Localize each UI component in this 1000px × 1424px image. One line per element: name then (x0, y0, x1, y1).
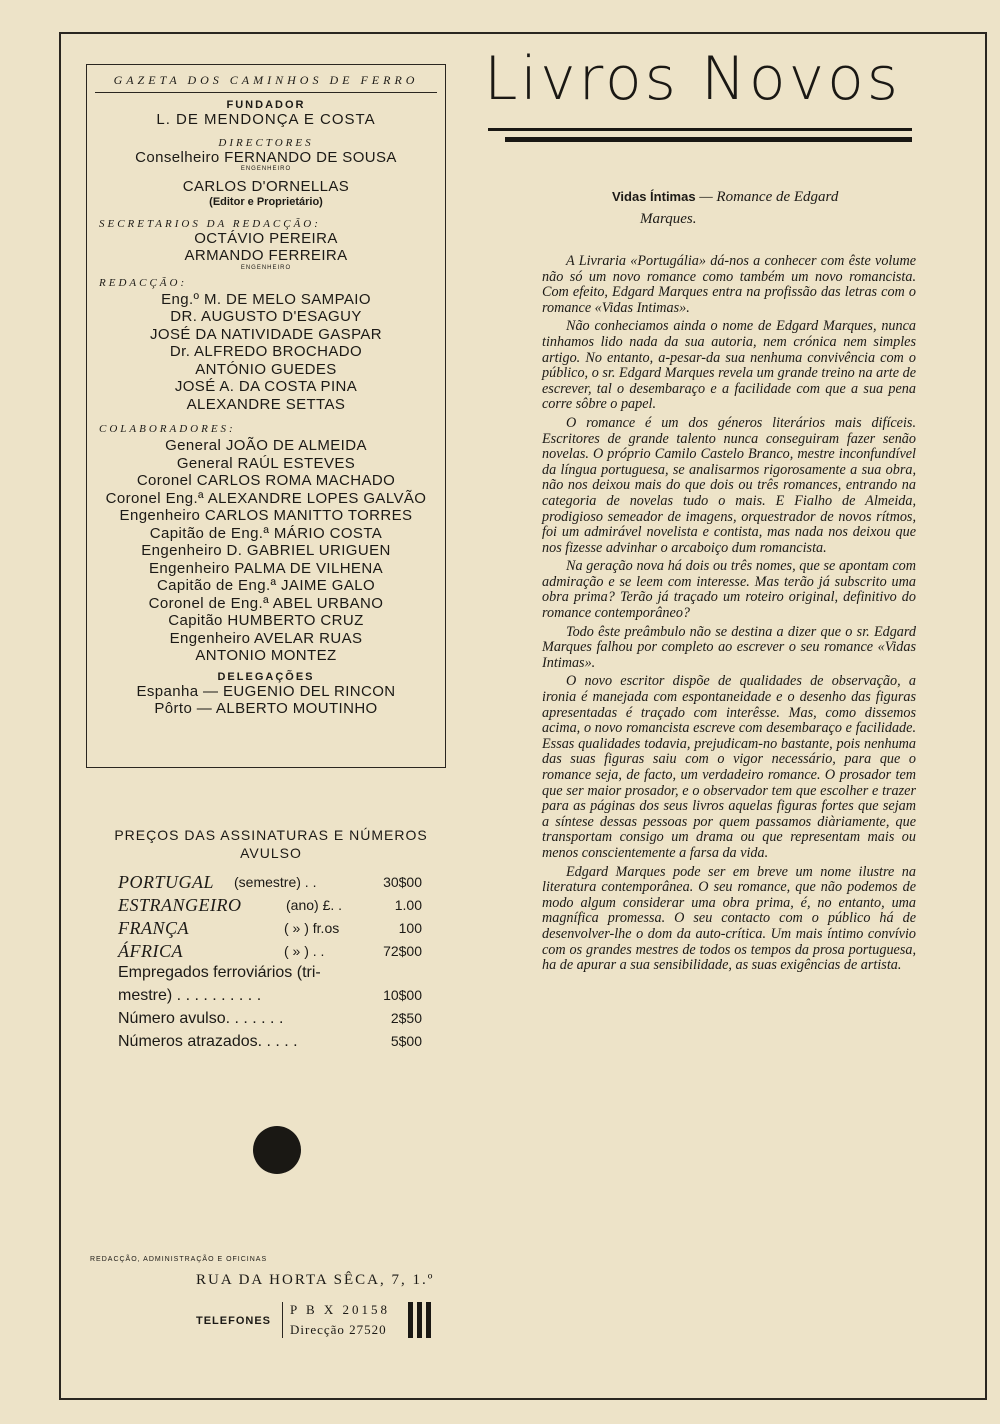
colaborador: Engenheiro PALMA DE VILHENA (149, 559, 383, 577)
colaborador: Engenheiro CARLOS MANITTO TORRES (119, 507, 413, 524)
colaborador: Engenheiro D. GABRIEL URIGUEN (141, 542, 391, 559)
book-byline (612, 186, 922, 230)
price-label: PORTUGAL (118, 872, 215, 892)
secretary-2: ARMANDO FERREIRA (184, 247, 348, 264)
delegacoes-label: DELEGAÇÕES (217, 670, 315, 683)
founder-name: L. DE MENDONÇA E COSTA (156, 111, 376, 128)
price-detail: (semestre) . . (234, 874, 317, 890)
price-row (96, 895, 446, 918)
book-title: Vidas Íntimas (612, 189, 696, 204)
price-label: Número avulso. . . . . . . (118, 1010, 284, 1027)
price-value: 2$50 (390, 1010, 422, 1026)
price-value: 1.00 (394, 897, 422, 913)
colaborador: Coronel Eng.ª ALEXANDRE LOPES GALVÃO (105, 489, 427, 507)
price-label: ESTRANGEIRO (118, 895, 242, 915)
price-row (96, 918, 446, 941)
price-value: 5$00 (390, 1033, 422, 1049)
masthead-box (86, 64, 446, 768)
price-row (96, 872, 446, 895)
price-label: FRANÇA (118, 918, 189, 938)
price-value: 100 (398, 920, 422, 936)
footer-address: RUA DA HORTA SÊCA, 7, 1.º (196, 1272, 435, 1288)
price-row (96, 987, 446, 1010)
ornament-bars (408, 1302, 435, 1343)
director-1: Conselheiro FERNANDO DE SOUSA (135, 148, 397, 166)
director-1-sub: ENGENHEIRO (240, 166, 292, 172)
colaborador: General RAÚL ESTEVES (176, 454, 356, 472)
article-paragraph: Todo êste preâmbulo não se destina a dizer que o sr. Edgard Marques falhou por completo ao escrever o seu romance «Vidas Intimas». (542, 623, 916, 671)
article-paragraph: Edgard Marques pode ser em breve um nome ilustre na literatura contemporânea. O seu romance, que não podemos de modo algum considerar uma obra prima, é, no entanto, uma magnífica promessa. O seu contacto com o público há de desenvolver-lhe o dom da auto-crítica. Um mais íntimo convívio com os grandes mestres de todos os tempos da prosa portuguesa, ha de apurar a sua sensibilidade, as suas exigências de artista. (542, 863, 916, 974)
colaborador: Capitão HUMBERTO CRUZ (168, 612, 364, 629)
redaccao-member: ALEXANDRE SETTAS (186, 395, 346, 413)
colaborador: Capitão de Eng.ª MÁRIO COSTA (149, 524, 383, 542)
price-label: ÁFRICA (118, 941, 183, 961)
article-paragraph: Não conheciamos ainda o nome de Edgard Marques, nunca tinhamos lido nada da sua autoria, nem crónica nem simples artigo. No entanto, a-pesar-da sua nenhuma convivência com o público, o sr. Edgard Marques revela um grande treino na arte de escrever, tal o desembaraço e a facilidade com que a sua pena corre sôbre o papel. (542, 318, 916, 413)
colaboradores-list (87, 437, 445, 665)
colaborador: Capitão de Eng.ª JAIME GALO (156, 577, 376, 594)
redaccao-member: ANTÓNIO GUEDES (195, 360, 337, 378)
telephone-2: Direcção 27520 (290, 1322, 387, 1337)
telephone-bracket (282, 1302, 287, 1338)
publication-title: GAZETA DOS CAMINHOS DE FERRO (95, 73, 437, 93)
article-body (542, 254, 916, 977)
price-value: 72$00 (383, 943, 422, 959)
price-label: Empregados ferroviários (tri- (118, 964, 321, 981)
redaccao-list (87, 291, 445, 414)
redaccao-member: Dr. ALFREDO BROCHADO (169, 343, 363, 360)
secretaries-label: SECRETARIOS DA REDACÇÃO: (99, 217, 321, 230)
book-subtitle: — Romance de Edgard (699, 189, 839, 205)
footer-office-label: REDACÇÃO, ADMINISTRAÇÃO E OFICINAS (90, 1256, 268, 1263)
book-subtitle-2: Marques. (640, 211, 697, 227)
colaboradores-label: COLABORADORES: (99, 423, 236, 435)
colaborador: General JOÃO DE ALMEIDA (165, 437, 367, 454)
redaccao-member: Eng.º M. DE MELO SAMPAIO (161, 290, 371, 308)
redaccao-member: JOSÉ A. DA COSTA PINA (174, 378, 358, 395)
section-title: Livros Novos (484, 44, 902, 114)
price-detail: ( » ) fr.os (284, 920, 340, 936)
secretary-2-sub: ENGENHEIRO (240, 264, 292, 271)
price-label: Números atrazados. . . . . (118, 1033, 298, 1050)
price-row (96, 1033, 446, 1056)
redaccao-member: JOSÉ DA NATIVIDADE GASPAR (150, 325, 382, 343)
price-row (96, 941, 446, 964)
delegacao-2: Pôrto — ALBERTO MOUTINHO (154, 700, 378, 717)
prices-section (96, 826, 446, 1056)
delegacao-1: Espanha — EUGENIO DEL RINCON (136, 682, 396, 700)
price-row (96, 1010, 446, 1033)
prices-title: PREÇOS DAS ASSINATURAS E NÚMEROS AVULSO (114, 827, 428, 861)
directors-label: DIRECTORES (218, 136, 314, 149)
article-paragraph: Na geração nova há dois ou três nomes, que se apontam com admiração e se leem com interesse. Mas terão já subscrito uma obra prima? Terão já traçado um roteiro original, definitivo do romance contemporâneo? (542, 558, 916, 622)
redaccao-label: REDACÇÃO: (99, 276, 188, 289)
founder-label: FUNDADOR (226, 99, 306, 111)
colaborador: Coronel de Eng.ª ABEL URBANO (148, 594, 384, 612)
title-rule-thin (488, 128, 912, 131)
colaborador: ANTONIO MONTEZ (195, 647, 337, 664)
price-label: mestre) . . . . . . . . . . (118, 987, 262, 1004)
price-value: 10$00 (383, 987, 422, 1003)
article-paragraph: O romance é um dos géneros literários mais difíceis. Escritores de grande talento nunca conseguiram fazer senão novelas. O próprio Camilo Castelo Branco, mestre inconfundível da língua portuguesa, se analisarmos rigorosamente a sua obra, não nos deixou mais do que dois ou três romances, entrando na categoria de novelas tudo o mais. E Fialho de Almeida, prodigioso semeador de imagens, orquestrador de novos rítmos, foi um admirável novelista e contista, mas nada nos deixou que nos fizesse advinhar o arcaboiço dum romancista. (542, 414, 916, 556)
secretary-1: OCTÁVIO PEREIRA (194, 229, 338, 247)
director-2: CARLOS D'ORNELLAS (182, 178, 350, 195)
director-2-sub: (Editor e Proprietário) (209, 195, 323, 208)
title-rule-thick (505, 137, 912, 142)
colaborador: Engenheiro AVELAR RUAS (169, 629, 363, 647)
price-row (96, 964, 446, 987)
redaccao-member: DR. AUGUSTO D'ESAGUY (170, 308, 362, 325)
colaborador: Coronel CARLOS ROMA MACHADO (136, 472, 396, 489)
article-paragraph: O novo escritor dispõe de qualidades de observação, a ironia é manejada com espontaneidade e o desenho das figuras apresentadas é traçado com interêsse. Mas, como dissemos acima, o novo romancista escreve com desembaraço e facilidade. Essas qualidades todavia, prejudicam-no bastante, pois nenhuma das suas figuras saiu com o vigor necessário, para que o romance seja, de facto, um verdadeiro romance. O prosador tem que ser maior prosador, e o observador tem que escolher e trazer para as páginas dos seus livros aquelas figuras fortes que sejam a síntese dessas pessoas por quem passamos diàriamente, que transportam consigo um drama ou que representam mais ou menos conscientemente a farsa da vida. (542, 673, 916, 861)
ornament-dot (253, 1126, 301, 1174)
price-detail: ( » ) . . (284, 943, 325, 959)
telephone-1: P B X 20158 (290, 1302, 391, 1317)
telephones-label: TELEFONES (196, 1315, 272, 1327)
price-value: 30$00 (383, 874, 422, 890)
price-detail: (ano) £. . (286, 897, 343, 913)
article-paragraph: A Livraria «Portugália» dá-nos a conhecer com êste volume não só um novo romance como também um novo romancista. Com efeito, Edgard Marques entra na profissão das letras com o romance «Vidas Intimas». (542, 253, 916, 316)
